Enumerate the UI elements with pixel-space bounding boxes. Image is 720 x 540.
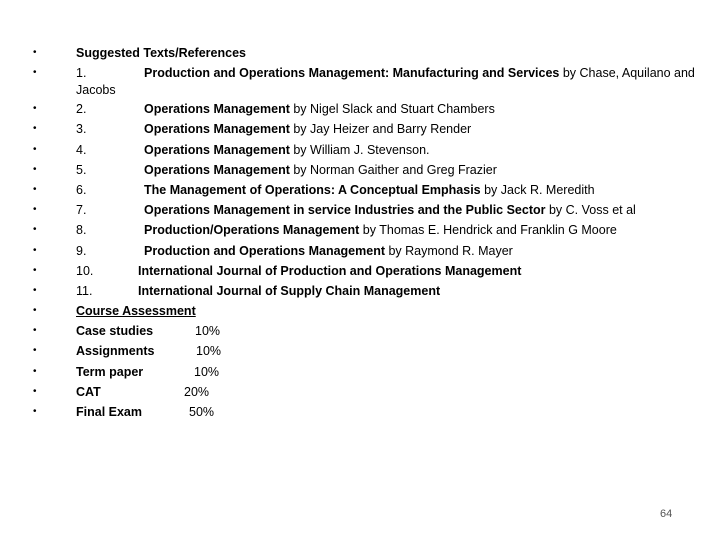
assessment-item [0,321,720,341]
assessment-percent: 10% [194,364,220,379]
bullet: • [33,305,37,317]
reference-item [0,220,720,240]
bullet: • [33,365,37,377]
bullet: • [33,103,37,115]
reference-author: by Thomas E. Hendrick and Franklin G Moore [359,223,617,238]
bullet: • [33,163,37,175]
bullet: • [33,143,37,155]
reference-author: by Chase, Aquilano and [559,66,695,81]
reference-item [0,99,720,119]
bullet: • [33,204,37,216]
list-item [0,301,720,321]
reference-text [144,119,471,139]
reference-number: 6. [76,182,87,197]
reference-title: International Journal of Production and Operations Management [138,263,522,278]
reference-item [0,63,720,99]
bullet: • [33,284,37,296]
reference-item [0,200,720,220]
reference-text [138,261,521,281]
reference-item [0,281,720,301]
reference-number: 8. [76,223,87,238]
bullet: • [33,224,37,236]
bullet: • [33,264,37,276]
assessment-percent: 50% [189,405,215,419]
reference-title: Operations Management [144,162,290,177]
bullet: • [33,244,37,256]
reference-item [0,160,720,180]
reference-author: by Raymond R. Mayer [385,243,513,258]
assessment-item [0,362,720,382]
reference-number: 5. [76,162,87,177]
reference-text [144,180,595,200]
reference-text [144,160,497,180]
bullet: • [33,123,37,135]
reference-text [144,200,636,220]
page-number: 64 [660,508,673,520]
reference-continuation: Jacobs [76,83,116,98]
assessment-label: Case studies [76,324,154,339]
list-item [0,43,720,63]
reference-item [0,140,720,160]
reference-number: 3. [76,122,87,137]
reference-title: Operations Management [144,122,290,137]
assessment-label: Term paper [76,364,144,379]
bullet: • [33,345,37,357]
reference-author: by Jack R. Meredith [480,182,595,197]
assessment-percent: 20% [184,384,210,399]
reference-item [0,180,720,200]
reference-title: Production and Operations Management: Manufacturing and Services [144,66,560,81]
assessment-label: Final Exam [76,405,142,419]
reference-title: International Journal of Supply Chain Management [138,283,441,298]
reference-text [144,140,430,160]
bullet: • [33,183,37,195]
reference-text [144,99,495,119]
assessment-percent: 10% [196,344,222,359]
reference-number: 10. [76,263,94,278]
assessment-item [0,402,720,422]
reference-number: 7. [76,203,87,218]
reference-author: by Jay Heizer and Barry Render [289,122,472,137]
reference-text [138,281,440,301]
bullet: • [33,406,37,417]
bullet: • [33,325,37,337]
reference-title: The Management of Operations: A Conceptual Emphasis [144,182,481,197]
reference-text [144,220,617,240]
assessment-item [0,382,720,402]
reference-title: Operations Management [144,102,290,117]
reference-title: Operations Management in service Industries and the Public Sector [144,203,546,218]
bullet: • [33,47,37,58]
bullet: • [33,385,37,397]
reference-text [144,63,695,83]
reference-item [0,261,720,281]
reference-title: Operations Management [144,142,290,157]
bullet: • [33,67,37,79]
reference-author: by Norman Gaither and Greg Frazier [289,162,497,177]
reference-author: by William J. Stevenson. [289,142,430,157]
reference-number: 1. [76,66,87,81]
reference-number: 2. [76,102,87,117]
assessment-item [0,341,720,361]
reference-item [0,241,720,261]
reference-number: 9. [76,243,87,258]
reference-number: 4. [76,142,87,157]
content-list [0,43,720,422]
assessment-label: CAT [76,384,101,399]
references-heading: Suggested Texts/References [76,46,246,60]
assessment-heading: Course Assessment [76,304,196,319]
assessment-label: Assignments [76,344,155,359]
reference-number: 11. [76,283,93,298]
reference-author: by C. Voss et al [545,203,636,218]
reference-title: Production and Operations Management [144,243,385,258]
assessment-percent: 10% [195,324,221,339]
reference-author: by Nigel Slack and Stuart Chambers [289,102,495,117]
reference-item [0,119,720,139]
reference-text [144,241,513,261]
reference-title: Production/Operations Management [144,223,360,238]
